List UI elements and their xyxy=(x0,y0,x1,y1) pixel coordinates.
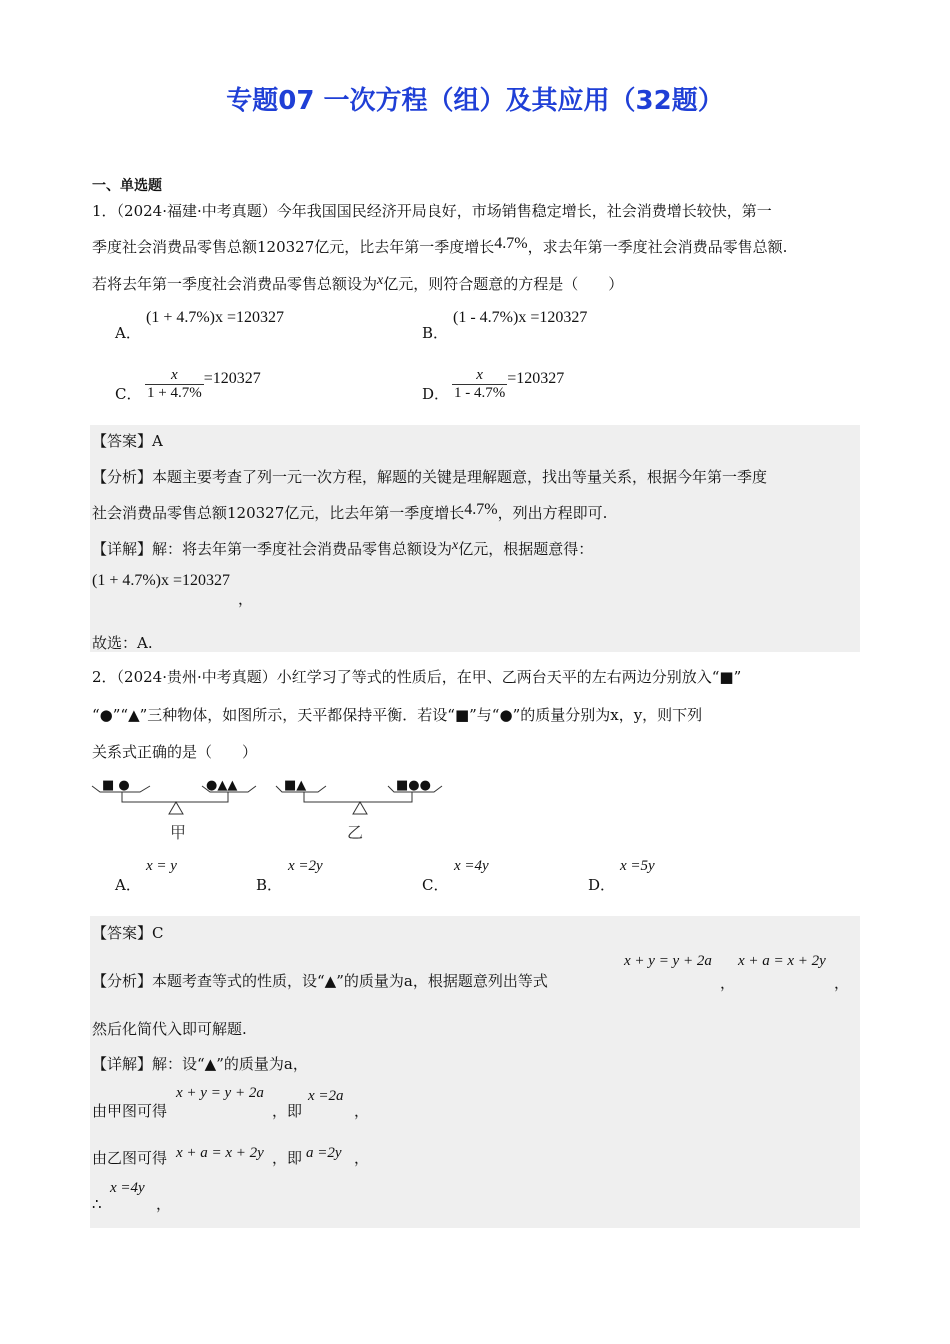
scale-yi-right-items: ■●● xyxy=(396,778,431,793)
q2-option-d: x =5y xyxy=(620,858,655,874)
balance-scales-figure xyxy=(90,772,450,847)
q2-detail-line3-mid: ，即 xyxy=(272,1149,303,1167)
q2-detail-line2-eq1: x + y = y + 2a xyxy=(176,1085,264,1101)
scale-jia-label: 甲 xyxy=(170,823,187,842)
q1-option-a: (1 + 4.7%)x =120327 xyxy=(146,309,285,326)
q2-detail-line2-eq2: x =2a xyxy=(308,1088,344,1104)
q1-detail-equation: (1 + 4.7%)x =120327 xyxy=(92,572,231,589)
q1-option-b-label: B． xyxy=(422,324,449,342)
q2-option-b-label: B． xyxy=(256,876,283,894)
q1-answer: 【答案】A xyxy=(92,432,163,450)
q2-analysis-equation2: x + a = x + 2y xyxy=(738,953,826,969)
q2-detail-line3-prefix: 由乙图可得 xyxy=(92,1149,168,1167)
q2-detail-line2-prefix: 由甲图可得 xyxy=(92,1102,168,1120)
page-title: 专题07 一次方程（组）及其应用（32题） xyxy=(226,86,724,116)
q2-detail-line2-mid: ，即 xyxy=(272,1102,303,1120)
q1-option-b: (1 - 4.7%)x =120327 xyxy=(453,309,588,326)
q2-option-a-label: A． xyxy=(115,876,141,894)
q2-option-d-label: D． xyxy=(588,876,616,894)
q2-detail-line2-end: ， xyxy=(354,1102,370,1120)
q1-line1: 1．（2024·福建·中考真题）今年我国国民经济开局良好，市场销售稳定增长，社会消费增长较快，第一 xyxy=(92,202,772,220)
q1-option-d: $\frac{x}{1 - 4.7\%}$ =120327 xyxy=(454,367,565,401)
q2-detail-line4-eq: x =4y xyxy=(110,1180,145,1196)
q1-line3: 若将去年第一季度社会消费品零售总额设为x亿元，则符合题意的方程是（ ） xyxy=(92,273,624,293)
q1-option-d-label: D． xyxy=(422,385,450,403)
q2-answer: 【答案】C xyxy=(92,924,164,942)
q2-line3: 关系式正确的是（ ） xyxy=(92,743,258,761)
scale-yi-left-items: ■▲ xyxy=(284,778,307,793)
therefore-symbol: ∴ xyxy=(92,1195,102,1213)
q2-line1: 2．（2024·贵州·中考真题）小红学习了等式的性质后，在甲、乙两台天平的左右两边分别放入“■” xyxy=(92,668,742,686)
q2-detail-line3-eq2: a =2y xyxy=(306,1145,342,1161)
q1-detail-line1: 【详解】解：将去年第一季度社会消费品零售总额设为x亿元，根据题意得： xyxy=(92,538,594,558)
q2-detail-line1: 【详解】解：设“▲”的质量为a， xyxy=(92,1055,308,1073)
q2-analysis-equation1: x + y = y + 2a xyxy=(624,953,712,969)
q2-option-b: x =2y xyxy=(288,858,323,874)
q2-analysis-line2: 然后化简代入即可解题. xyxy=(92,1020,247,1038)
q1-option-c: $\frac{x}{1 + 4.7\%}$ =120327 xyxy=(147,367,261,401)
scale-yi-label: 乙 xyxy=(347,823,364,842)
q2-detail-line4-end: ， xyxy=(156,1195,172,1213)
q2-detail-line3-eq1: x + a = x + 2y xyxy=(176,1145,264,1161)
q2-option-c: x =4y xyxy=(454,858,489,874)
scale-jia-left-items: ■ ● xyxy=(102,778,130,793)
section-heading: 一、单选题 xyxy=(92,178,162,194)
scale-jia-right-items: ●▲▲ xyxy=(206,778,238,793)
q1-choose: 故选：A. xyxy=(92,634,153,652)
q1-option-c-label: C． xyxy=(115,385,142,403)
q1-analysis-line1: 【分析】本题主要考查了列一元一次方程，解题的关键是理解题意，找出等量关系，根据今年第一季度 xyxy=(92,468,768,486)
q2-line2: “●”“▲”三种物体，如图所示，天平都保持平衡．若设“■”与“●”的质量分别为x，y，则下列 xyxy=(92,706,703,724)
q1-detail-comma: ， xyxy=(238,590,254,608)
q2-detail-line3-end: ， xyxy=(354,1149,370,1167)
q2-analysis-end: ， xyxy=(834,974,850,992)
q1-line2: 季度社会消费品零售总额120327亿元，比去年第一季度增长4.7%，求去年第一季度社会消费品零售总额. xyxy=(92,235,788,256)
q2-option-a: x = y xyxy=(146,858,177,874)
q1-option-a-label: A． xyxy=(115,324,141,342)
q2-analysis-separator: ， xyxy=(720,974,736,992)
q2-analysis-line1: 【分析】本题考查等式的性质，设“▲”的质量为a，根据题意列出等式 xyxy=(92,972,548,990)
q2-option-c-label: C． xyxy=(422,876,449,894)
q1-analysis-line2: 社会消费品零售总额120327亿元，比去年第一季度增长4.7%，列出方程即可. xyxy=(92,501,608,522)
